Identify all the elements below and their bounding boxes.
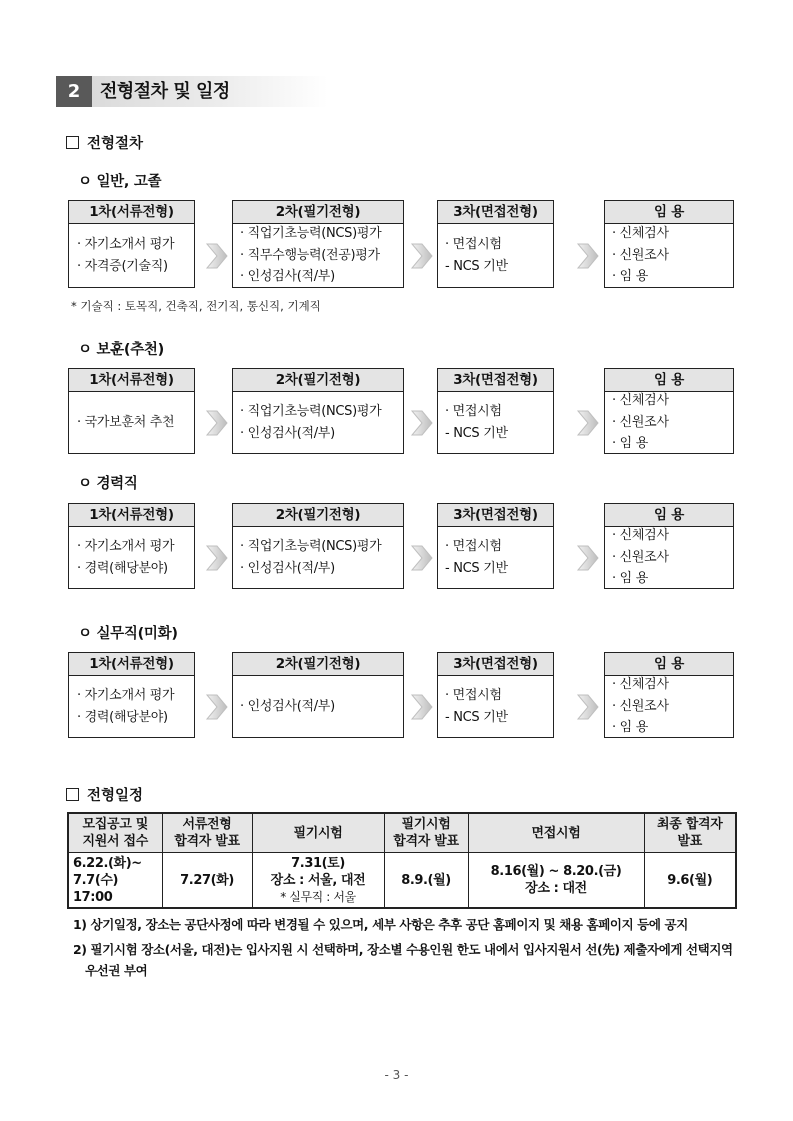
section-header	[56, 76, 328, 107]
schedule-row	[68, 853, 736, 909]
schedule-header-cell: 서류전형 합격자 발표	[162, 813, 252, 853]
arrow-right-icon	[205, 240, 229, 272]
stage-item: · 경력(해당분야)	[77, 709, 168, 725]
stage-item: - NCS 기반	[445, 258, 508, 274]
stage-body	[68, 224, 195, 288]
arrow-right-icon	[410, 542, 434, 574]
stage-item: · 신원조사	[612, 698, 669, 714]
stage-item: · 인성검사(적/부)	[240, 560, 335, 576]
schedule-header-cell: 필기시험 합격자 발표	[384, 813, 468, 853]
stage-item: · 임 용	[612, 436, 649, 452]
stage-head: 3차(면접전형)	[437, 368, 554, 392]
stage-body	[68, 392, 195, 454]
schedule-header-cell: 모집공고 및 지원서 접수	[68, 813, 162, 853]
group-title: ㅇ 실무직(미화)	[78, 626, 178, 642]
stage-head: 임 용	[604, 652, 734, 676]
stage-item: · 직업기초능력(NCS)평가	[240, 226, 382, 242]
group-title: ㅇ 경력직	[78, 476, 138, 492]
stage-item: · 면접시험	[445, 688, 502, 703]
checkbox-icon	[66, 788, 79, 801]
stage-item: · 자기소개서 평가	[77, 539, 175, 554]
schedule-cell: 7.31(토) 장소 : 서울, 대전 * 실무직 : 서울	[252, 853, 384, 909]
stage-item: · 신체검사	[612, 528, 669, 544]
group-title: ㅇ 일반, 고졸	[78, 174, 162, 190]
stage-item: · 신원조사	[612, 549, 669, 565]
note-2: 2) 필기시험 장소(서울, 대전)는 입사지원 시 선택하며, 장소별 수용인원 한도 내에서 입사지원서 선(先) 제출자에게 선택지역 우선권 부여	[73, 942, 733, 978]
stage-item: · 면접시험	[445, 539, 502, 554]
stage-item: · 신체검사	[612, 677, 669, 693]
group-title: ㅇ 보훈(추천)	[78, 342, 164, 358]
stage-item: · 경력(해당분야)	[77, 560, 168, 576]
stage-head: 3차(면접전형)	[437, 503, 554, 527]
stage-item: · 직업기초능력(NCS)평가	[240, 404, 382, 419]
schedule-header-cell: 필기시험	[252, 813, 384, 853]
stage-item: · 신체검사	[612, 393, 669, 409]
stage-head: 2차(필기전형)	[232, 652, 404, 676]
arrow-right-icon	[410, 407, 434, 439]
procedure-heading: 전형절차	[66, 132, 143, 153]
stage-body	[232, 676, 404, 738]
stage-item: - NCS 기반	[445, 709, 508, 725]
stage-head: 1차(서류전형)	[68, 200, 195, 224]
stage-body	[604, 392, 734, 454]
schedule-cell: 8.16(월) ~ 8.20.(금) 장소 : 대전	[468, 853, 644, 909]
stage-body	[604, 224, 734, 288]
arrow-right-icon	[576, 691, 600, 723]
schedule-header-cell: 면접시험	[468, 813, 644, 853]
stage-body	[68, 527, 195, 589]
note-1: 1) 상기일정, 장소는 공단사정에 따라 변경될 수 있으며, 세부 사항은 추후 공단 홈페이지 및 채용 홈페이지 등에 공지	[73, 917, 688, 932]
stage-item: · 자격증(기술직)	[77, 258, 168, 274]
stage-body	[604, 527, 734, 589]
stage-body	[232, 527, 404, 589]
stage-item: - NCS 기반	[445, 560, 508, 576]
section-number: 2	[56, 76, 92, 107]
stage-item: · 임 용	[612, 571, 649, 587]
stage-head: 임 용	[604, 503, 734, 527]
page-number: - 3 -	[384, 1068, 409, 1082]
group-footnote: * 기술직 : 토목직, 건축직, 전기직, 통신직, 기계직	[71, 299, 321, 313]
stage-item: · 신원조사	[612, 247, 669, 263]
stage-item: · 자기소개서 평가	[77, 688, 175, 703]
stage-head: 1차(서류전형)	[68, 652, 195, 676]
section-title: 전형절차 및 일정	[100, 81, 230, 102]
stage-head: 임 용	[604, 368, 734, 392]
arrow-right-icon	[576, 240, 600, 272]
stage-head: 1차(서류전형)	[68, 368, 195, 392]
arrow-right-icon	[576, 407, 600, 439]
stage-item: · 직업기초능력(NCS)평가	[240, 539, 382, 554]
stage-body	[232, 392, 404, 454]
stage-item: · 신원조사	[612, 414, 669, 430]
arrow-right-icon	[410, 691, 434, 723]
stage-item: · 자기소개서 평가	[77, 237, 175, 252]
stage-item: · 면접시험	[445, 237, 502, 252]
arrow-right-icon	[205, 407, 229, 439]
stage-item: · 면접시험	[445, 404, 502, 419]
stage-item: · 인성검사(적/부)	[240, 425, 335, 441]
stage-body	[437, 676, 554, 738]
schedule-heading: 전형일정	[66, 784, 143, 805]
schedule-cell: 6.22.(화)~ 7.7(수) 17:00	[68, 853, 162, 909]
stage-body	[232, 224, 404, 288]
stage-body	[437, 392, 554, 454]
stage-head: 임 용	[604, 200, 734, 224]
schedule-header-row	[68, 813, 736, 853]
stage-item: · 인성검사(적/부)	[240, 698, 335, 714]
stage-head: 1차(서류전형)	[68, 503, 195, 527]
checkbox-icon	[66, 136, 79, 149]
stage-item: · 신체검사	[612, 226, 669, 242]
arrow-right-icon	[410, 240, 434, 272]
stage-body	[437, 224, 554, 288]
schedule-cell: 9.6(월)	[644, 853, 736, 909]
stage-head: 2차(필기전형)	[232, 368, 404, 392]
stage-body	[68, 676, 195, 738]
schedule-cell: 7.27(화)	[162, 853, 252, 909]
stage-item: · 임 용	[612, 720, 649, 736]
stage-head: 2차(필기전형)	[232, 503, 404, 527]
schedule-cell: 8.9.(월)	[384, 853, 468, 909]
arrow-right-icon	[205, 542, 229, 574]
stage-head: 3차(면접전형)	[437, 200, 554, 224]
stage-head: 2차(필기전형)	[232, 200, 404, 224]
schedule-header-cell: 최종 합격자 발표	[644, 813, 736, 853]
stage-item: - NCS 기반	[445, 425, 508, 441]
stage-item: · 임 용	[612, 269, 649, 285]
stage-item: · 국가보훈처 추천	[77, 414, 175, 430]
arrow-right-icon	[576, 542, 600, 574]
stage-body	[604, 676, 734, 738]
schedule-table	[67, 812, 737, 909]
arrow-right-icon	[205, 691, 229, 723]
stage-body	[437, 527, 554, 589]
stage-head: 3차(면접전형)	[437, 652, 554, 676]
stage-item: · 직무수행능력(전공)평가	[240, 247, 380, 263]
stage-item: · 인성검사(적/부)	[240, 269, 335, 285]
